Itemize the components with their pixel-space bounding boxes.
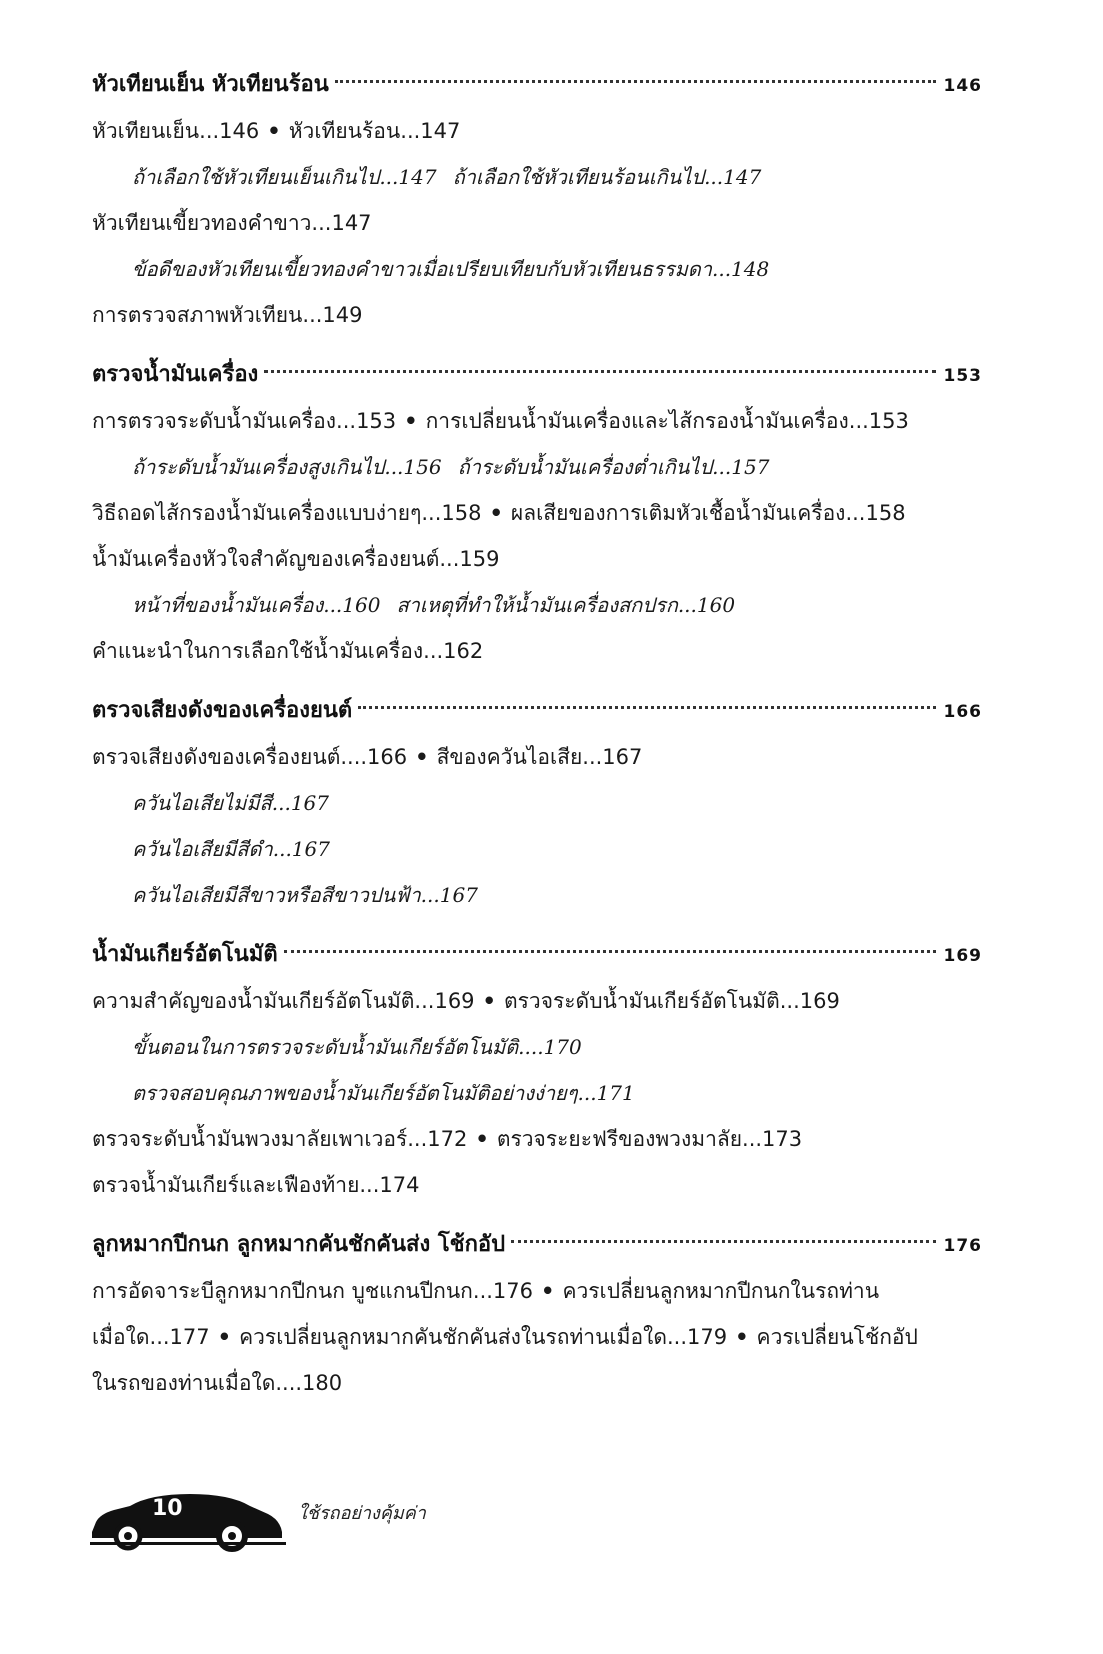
bullet-separator: • [541,1279,555,1303]
toc-entry: ตรวจระดับน้ำมันพวงมาลัยเพาเวอร์...172 [92,1127,468,1151]
section-page-number: 169 [943,946,982,966]
toc-entry: น้ำมันเครื่องหัวใจสำคัญของเครื่องยนต์...159 [92,547,500,571]
toc-entry: ควันไอเสียไม่มีสี...167 [132,791,329,815]
toc-entry-line [92,1162,982,1208]
toc-entry-line [92,978,982,1024]
toc-entry: ผลเสียของการเติมหัวเชื้อน้ำมันเครื่อง...158 [510,501,906,525]
toc-entry: ขั้นตอนในการตรวจระดับน้ำมันเกียร์อัตโนมัติ....170 [132,1035,582,1059]
toc-entry-line [92,1268,982,1314]
dot-leader [335,80,936,83]
toc-entry: ควันไอเสียมีสีขาวหรือสีขาวปนฟ้า...167 [132,883,478,907]
toc-entry: ตรวจระยะฟรีของพวงมาลัย...173 [496,1127,803,1151]
toc-section [92,1222,982,1406]
toc-entry: ควรเปลี่ยนโช้กอัป [756,1325,918,1349]
toc-entry-line [92,490,982,536]
section-title: หัวเทียนเย็น หัวเทียนร้อน [92,72,329,97]
section-heading [92,932,982,978]
section-heading [92,688,982,734]
toc-subentry-line [92,246,982,292]
toc-entry: การตรวจสภาพหัวเทียน...149 [92,303,363,327]
toc-entry-line [92,1314,982,1360]
section-heading [92,62,982,108]
section-page-number: 176 [943,1236,982,1256]
toc-subentry-line [92,1024,982,1070]
toc-subentry-line [92,582,982,628]
toc-entry: ตรวจน้ำมันเกียร์และเฟืองท้าย...174 [92,1173,420,1197]
toc-section [92,688,982,918]
toc-entry-line [92,1360,982,1406]
section-page-number: 166 [943,702,982,722]
dot-leader [264,370,935,373]
toc-entry-line [92,108,982,154]
toc-entry: การอัดจาระบีลูกหมากปีกนก บูชแกนปีกนก...176 [92,1279,533,1303]
toc-entry: ข้อดีของหัวเทียนเขี้ยวทองคำขาวเมื่อเปรียบเทียบกับหัวเทียนธรรมดา...148 [132,257,770,281]
toc-entry: การเปลี่ยนน้ำมันเครื่องและไส้กรองน้ำมันเครื่อง...153 [425,409,909,433]
toc-entry: การตรวจระดับน้ำมันเครื่อง...153 [92,409,397,433]
bullet-separator: • [267,119,281,143]
toc-section [92,352,982,674]
section-heading [92,1222,982,1268]
section-page-number: 153 [943,366,982,386]
section-title: ตรวจเสียงดังของเครื่องยนต์ [92,698,353,723]
toc-entry: สีของควันไอเสีย...167 [436,745,643,769]
page-footer [90,1488,490,1558]
dot-leader [511,1240,935,1243]
bullet-separator: • [475,1127,489,1151]
toc-entry: ถ้าระดับน้ำมันเครื่องสูงเกินไป...156 [132,455,442,479]
bullet-separator: • [415,745,429,769]
toc-entry: เมื่อใด...177 [92,1325,210,1349]
section-heading [92,352,982,398]
toc-entry: ตรวจเสียงดังของเครื่องยนต์....166 [92,745,408,769]
toc-entry: ตรวจสอบคุณภาพของน้ำมันเกียร์อัตโนมัติอย่างง่ายๆ...171 [132,1081,635,1105]
toc-entry: สาเหตุที่ทำให้น้ำมันเครื่องสกปรก...160 [396,593,736,617]
toc-entry-line [92,200,982,246]
toc-entry-line [92,292,982,338]
toc-subentry-line [92,444,982,490]
toc-subentry-line [92,154,982,200]
toc-section [92,932,982,1208]
toc-subentry-line [92,780,982,826]
table-of-contents [92,62,982,1420]
section-title: น้ำมันเกียร์อัตโนมัติ [92,942,278,967]
section-title: ลูกหมากปีกนก ลูกหมากคันชักคันส่ง โช้กอัป [92,1232,506,1257]
toc-entry: หัวเทียนเย็น...146 [92,119,260,143]
toc-entry: ควันไอเสียมีสีดำ...167 [132,837,330,861]
section-page-number: 146 [943,76,982,96]
toc-entry: ความสำคัญของน้ำมันเกียร์อัตโนมัติ...169 [92,989,475,1013]
toc-entry: ตรวจระดับน้ำมันเกียร์อัตโนมัติ...169 [503,989,840,1013]
toc-entry-line [92,398,982,444]
bullet-separator: • [489,501,503,525]
toc-entry: หัวเทียนเขี้ยวทองคำขาว...147 [92,211,372,235]
bullet-separator: • [735,1325,749,1349]
toc-entry: วิธีถอดไส้กรองน้ำมันเครื่องแบบง่ายๆ...158 [92,501,482,525]
toc-section [92,62,982,338]
toc-subentry-line [92,1070,982,1116]
toc-entry: ควรเปลี่ยนลูกหมากปีกนกในรถท่าน [562,1279,880,1303]
toc-entry: ควรเปลี่ยนลูกหมากคันชักคันส่งในรถท่านเมื่อใด...179 [239,1325,728,1349]
toc-entry: ถ้าเลือกใช้หัวเทียนเย็นเกินไป...147 [132,165,437,189]
dot-leader [358,706,935,709]
bullet-separator: • [217,1325,232,1349]
toc-subentry-line [92,826,982,872]
toc-subentry-line [92,872,982,918]
section-title: ตรวจน้ำมันเครื่อง [92,362,259,387]
bullet-separator: • [482,989,496,1013]
toc-entry-line [92,1116,982,1162]
dot-leader [284,950,936,953]
page-number: 10 [152,1496,183,1521]
toc-entry-line [92,628,982,674]
toc-entry: ในรถของท่านเมื่อใด....180 [92,1371,343,1395]
toc-entry: ถ้าระดับน้ำมันเครื่องต่ำเกินไป...157 [457,455,770,479]
toc-entry: ถ้าเลือกใช้หัวเทียนร้อนเกินไป...147 [452,165,762,189]
toc-entry: หน้าที่ของน้ำมันเครื่อง...160 [132,593,381,617]
toc-entry: หัวเทียนร้อน...147 [288,119,461,143]
toc-entry-line [92,734,982,780]
toc-entry: คำแนะนำในการเลือกใช้น้ำมันเครื่อง...162 [92,639,484,663]
book-title: ใช้รถอย่างคุ้มค่า [298,1503,426,1524]
bullet-separator: • [404,409,418,433]
toc-entry-line [92,536,982,582]
car-icon [90,1488,290,1552]
